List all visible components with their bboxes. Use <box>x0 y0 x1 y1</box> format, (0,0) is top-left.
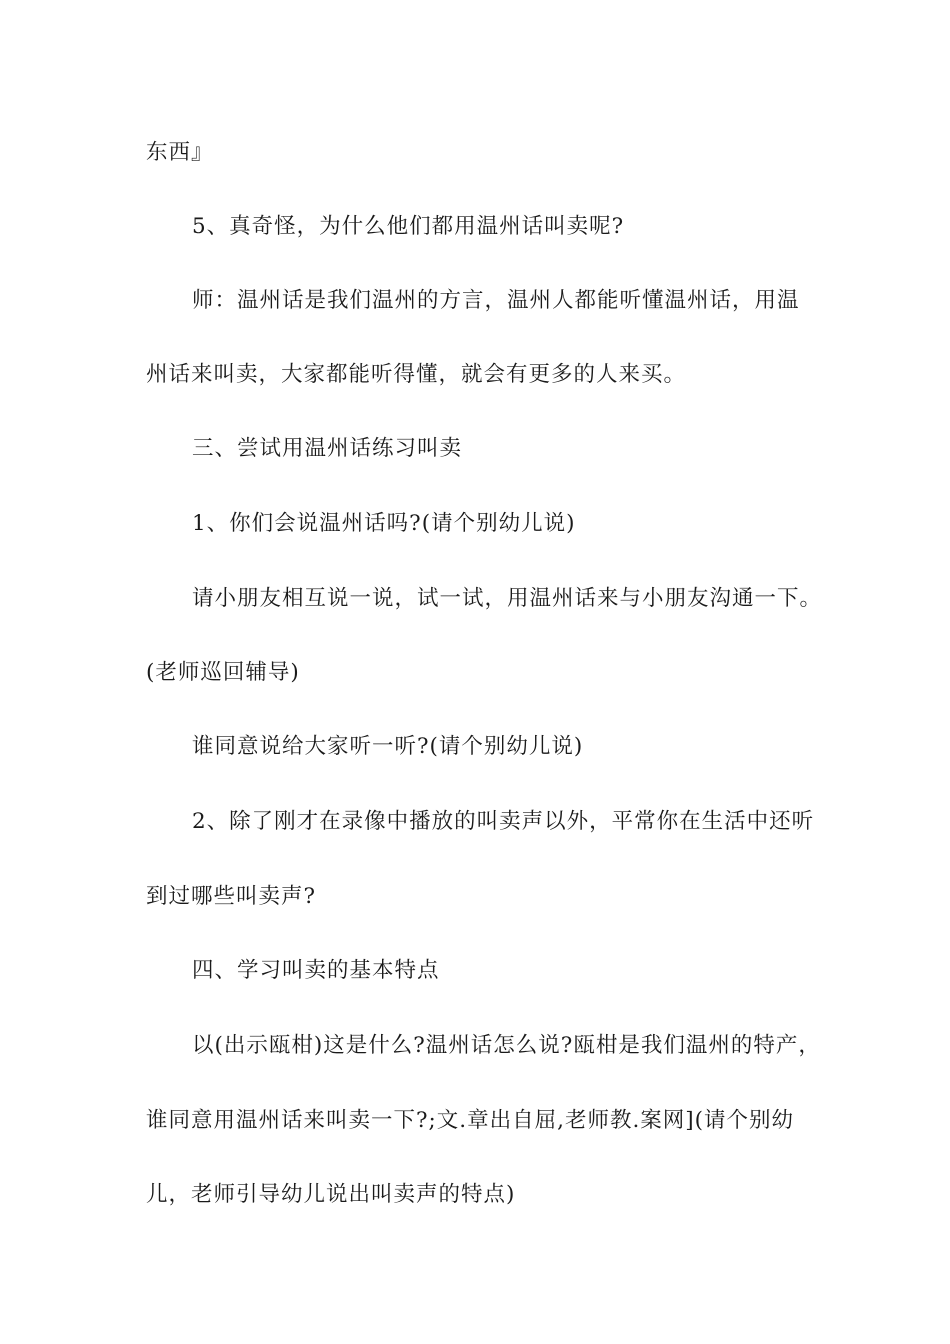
text-line: 到过哪些叫卖声? <box>146 884 317 909</box>
text-line: 请小朋友相互说一说，试一试，用温州话来与小朋友沟通一下。 <box>192 586 823 611</box>
section-heading: 四、学习叫卖的基本特点 <box>192 958 440 983</box>
text-line: 儿，老师引导幼儿说出叫卖声的特点) <box>146 1182 516 1207</box>
text-line: 以(出示瓯柑)这是什么?温州话怎么说?瓯柑是我们温州的特产， <box>192 1033 821 1058</box>
text-line: 谁同意说给大家听一听?(请个别幼儿说) <box>192 734 584 759</box>
text-line: 2、除了刚才在录像中播放的叫卖声以外，平常你在生活中还听 <box>192 809 815 834</box>
text-line: 州话来叫卖，大家都能听得懂，就会有更多的人来买。 <box>146 362 687 387</box>
text-line: 1、你们会说温州话吗?(请个别幼儿说) <box>192 511 576 536</box>
text-line: 东西』 <box>146 140 214 165</box>
text-line: 谁同意用温州话来叫卖一下?;文.章出自屈,老师教.案网](请个别幼 <box>146 1108 795 1133</box>
text-line: 5、真奇怪，为什么他们都用温州话叫卖呢? <box>192 214 625 239</box>
section-heading: 三、尝试用温州话练习叫卖 <box>192 436 463 461</box>
text-line: (老师巡回辅导) <box>146 660 300 685</box>
text-line: 师：温州话是我们温州的方言，温州人都能听懂温州话，用温 <box>192 288 800 313</box>
